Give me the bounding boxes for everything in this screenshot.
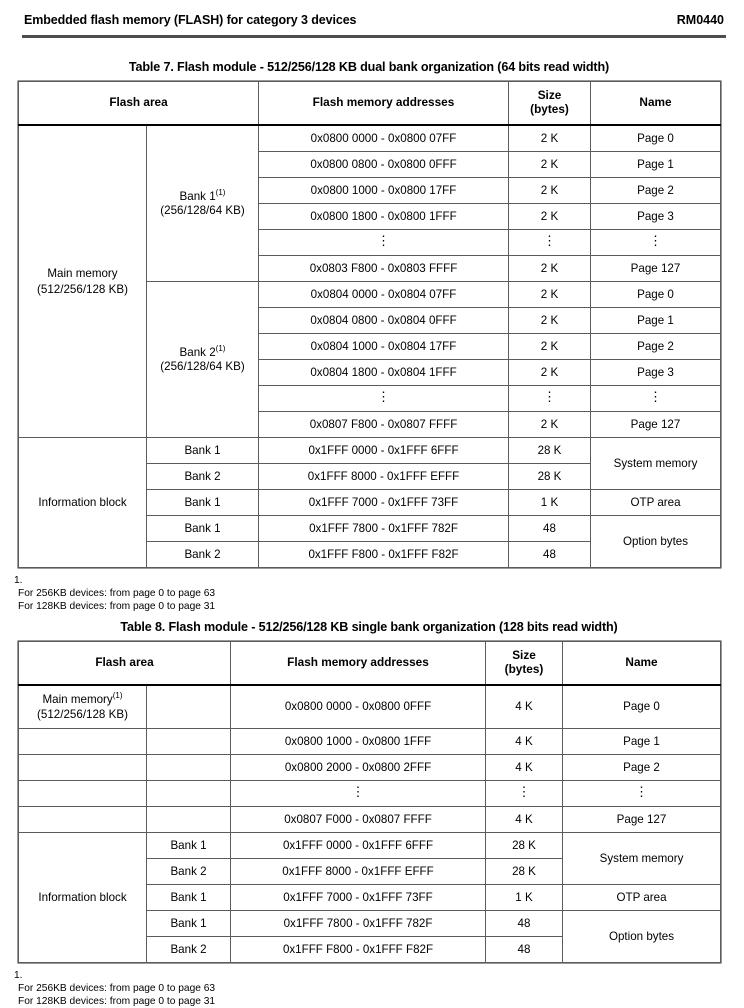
cell-address: 0x0800 0800 - 0x0800 0FFF [259,152,509,178]
cell-name-ellipsis [591,230,721,256]
cell-name-ellipsis [591,386,721,412]
cell-bank: Bank 1 [147,490,259,516]
vertical-ellipsis-icon: ⋮ [351,784,365,800]
vertical-ellipsis-icon: ⋮ [635,784,648,800]
cell-bank: Bank 1 [147,516,259,542]
cell-size: 2 K [509,308,591,334]
cell-name-ellipsis [563,781,721,807]
cell-name: Page 2 [563,755,721,781]
footnote-body [18,587,720,613]
vertical-ellipsis-icon: ⋮ [649,389,662,405]
bank2-label: Bank 2 [179,345,216,359]
cell-bank: Bank 2 [147,937,231,963]
cell-area-empty [19,807,147,833]
cell-bank: Bank 1 [147,438,259,464]
cell-name: Page 0 [563,685,721,729]
cell-size: 2 K [509,334,591,360]
cell-size: 2 K [509,125,591,152]
table-row [19,125,721,152]
cell-address-ellipsis [259,230,509,256]
cell-address: 0x0800 1000 - 0x0800 1FFF [231,729,486,755]
cell-address: 0x1FFF 7000 - 0x1FFF 73FF [231,885,486,911]
cell-address: 0x0800 0000 - 0x0800 0FFF [231,685,486,729]
cell-address: 0x1FFF F800 - 0x1FFF F82F [231,937,486,963]
column-header-size [486,642,563,686]
column-header-size-line2: (bytes) [504,662,544,676]
cell-size: 48 [509,542,591,568]
cell-name: Page 127 [591,412,721,438]
table-row [19,685,721,729]
cell-size-ellipsis [509,230,591,256]
cell-address: 0x1FFF 0000 - 0x1FFF 6FFF [259,438,509,464]
cell-area-main-memory [19,125,147,438]
footnote-number: 1. [14,575,23,586]
document-number: RM0440 [676,13,724,27]
cell-address: 0x1FFF 7000 - 0x1FFF 73FF [259,490,509,516]
cell-bank-2 [147,282,259,438]
cell-address: 0x1FFF 0000 - 0x1FFF 6FFF [231,833,486,859]
cell-bank-empty [147,781,231,807]
cell-address: 0x0800 0000 - 0x0800 07FF [259,125,509,152]
cell-address: 0x1FFF F800 - 0x1FFF F82F [259,542,509,568]
header-divider-rule [22,35,726,38]
footnote-number: 1. [14,970,23,981]
cell-size: 2 K [509,360,591,386]
vertical-ellipsis-icon: ⋮ [543,233,556,249]
vertical-ellipsis-icon: ⋮ [649,233,662,249]
cell-bank: Bank 1 [147,911,231,937]
table-8-header-row [19,642,721,686]
vertical-ellipsis-icon: ⋮ [543,389,556,405]
area-main-line1: Main memory [42,692,113,706]
cell-address: 0x0804 1000 - 0x0804 17FF [259,334,509,360]
table-7 [18,81,721,568]
cell-address: 0x0800 2000 - 0x0800 2FFF [231,755,486,781]
cell-address-ellipsis [231,781,486,807]
footnote-line-2: For 128KB devices: from page 0 to page 31 [18,601,216,613]
cell-name: Page 1 [591,152,721,178]
column-header-size [509,82,591,126]
cell-address: 0x0807 F000 - 0x0807 FFFF [231,807,486,833]
table-row [19,438,721,464]
cell-address: 0x0804 0800 - 0x0804 0FFF [259,308,509,334]
bank2-size: (256/128/64 KB) [160,359,245,373]
cell-name: Page 0 [591,125,721,152]
vertical-ellipsis-icon: ⋮ [377,389,390,405]
column-header-name: Name [563,642,721,686]
cell-address: 0x1FFF 7800 - 0x1FFF 782F [231,911,486,937]
cell-area-main-memory [19,685,147,729]
cell-name: Page 127 [563,807,721,833]
cell-bank: Bank 2 [147,464,259,490]
cell-name-system-memory: System memory [563,833,721,885]
cell-size: 28 K [486,833,563,859]
cell-name: Page 127 [591,256,721,282]
cell-size: 2 K [509,282,591,308]
cell-address-ellipsis [259,386,509,412]
table-7-footnote [14,574,720,613]
area-main-line2: (512/256/128 KB) [37,708,128,721]
footnote-line-1: For 256KB devices: from page 0 to page 63 [18,983,216,995]
bank1-label: Bank 1 [179,189,216,203]
cell-area-information-block: Information block [19,438,147,568]
cell-area-information-block: Information block [19,833,147,963]
table-row [19,833,721,859]
footnote-line-1: For 256KB devices: from page 0 to page 63 [18,588,216,600]
cell-size-ellipsis [486,781,563,807]
table-8 [18,641,721,963]
cell-size: 48 [486,911,563,937]
cell-name: Page 1 [591,308,721,334]
table-8-block [14,620,720,1008]
cell-bank-empty [147,685,231,729]
cell-address: 0x1FFF 8000 - 0x1FFF EFFF [259,464,509,490]
column-header-name: Name [591,82,721,126]
cell-address: 0x0803 F800 - 0x0803 FFFF [259,256,509,282]
column-header-size-line1: Size [537,88,562,103]
cell-size: 1 K [509,490,591,516]
cell-size: 28 K [486,859,563,885]
table-row [19,729,721,755]
cell-address: 0x1FFF 7800 - 0x1FFF 782F [259,516,509,542]
cell-address: 0x1FFF 8000 - 0x1FFF EFFF [231,859,486,885]
column-header-size-line2: (bytes) [530,102,569,116]
cell-address: 0x0804 1800 - 0x0804 1FFF [259,360,509,386]
cell-bank: Bank 1 [147,833,231,859]
cell-name-otp-area: OTP area [591,490,721,516]
cell-size: 2 K [509,256,591,282]
cell-size: 2 K [509,178,591,204]
table-row-ellipsis [19,781,721,807]
cell-bank: Bank 2 [147,859,231,885]
column-header-size-line1: Size [512,648,536,663]
table-row [19,807,721,833]
cell-address: 0x0807 F800 - 0x0807 FFFF [259,412,509,438]
cell-size: 4 K [486,729,563,755]
area-main-line2: (512/256/128 KB) [37,282,128,296]
cell-size: 48 [486,937,563,963]
cell-name: Page 3 [591,204,721,230]
footnote-line-2: For 128KB devices: from page 0 to page 31 [18,996,216,1008]
cell-size: 2 K [509,412,591,438]
cell-name: Page 0 [591,282,721,308]
footnote-body [18,982,720,1008]
cell-bank-empty [147,729,231,755]
column-header-addresses: Flash memory addresses [259,82,509,126]
cell-size-ellipsis [509,386,591,412]
main-memory-footnote-ref: (1) [112,691,123,701]
cell-size: 28 K [509,464,591,490]
column-header-flash-area: Flash area [19,642,231,686]
cell-address: 0x0800 1800 - 0x0800 1FFF [259,204,509,230]
cell-size: 48 [509,516,591,542]
cell-name: Page 1 [563,729,721,755]
bank1-size: (256/128/64 KB) [160,203,245,217]
cell-name-system-memory: System memory [591,438,721,490]
cell-name-option-bytes: Option bytes [563,911,721,963]
cell-size: 4 K [486,807,563,833]
page-header-title: Embedded flash memory (FLASH) for category 3 devices [24,13,357,27]
cell-name: Page 2 [591,178,721,204]
cell-size: 2 K [509,204,591,230]
table-7-caption: Table 7. Flash module - 512/256/128 KB dual bank organization (64 bits read width) [128,60,610,74]
cell-bank-empty [147,755,231,781]
cell-bank: Bank 2 [147,542,259,568]
cell-name-option-bytes: Option bytes [591,516,721,568]
cell-bank: Bank 1 [147,885,231,911]
cell-size: 1 K [486,885,563,911]
cell-size: 4 K [486,685,563,729]
cell-name: Page 3 [591,360,721,386]
vertical-ellipsis-icon: ⋮ [517,784,531,800]
vertical-ellipsis-icon: ⋮ [377,233,390,249]
cell-size: 28 K [509,438,591,464]
column-header-flash-area: Flash area [19,82,259,126]
cell-area-empty [19,729,147,755]
area-main-line1: Main memory [47,267,118,281]
table-8-caption: Table 8. Flash module - 512/256/128 KB single bank organization (128 bits read width) [120,620,618,634]
table-8-footnote [14,969,720,1008]
cell-bank-empty [147,807,231,833]
bank1-footnote-ref: (1) [215,187,226,197]
cell-bank-1 [147,125,259,282]
bank2-footnote-ref: (1) [215,343,226,353]
table-7-block [14,60,720,613]
column-header-addresses: Flash memory addresses [231,642,486,686]
cell-name-otp-area: OTP area [563,885,721,911]
cell-name: Page 2 [591,334,721,360]
cell-area-empty [19,755,147,781]
table-row [19,755,721,781]
cell-area-empty [19,781,147,807]
cell-size: 2 K [509,152,591,178]
cell-address: 0x0800 1000 - 0x0800 17FF [259,178,509,204]
table-7-header-row [19,82,721,126]
cell-size: 4 K [486,755,563,781]
cell-address: 0x0804 0000 - 0x0804 07FF [259,282,509,308]
